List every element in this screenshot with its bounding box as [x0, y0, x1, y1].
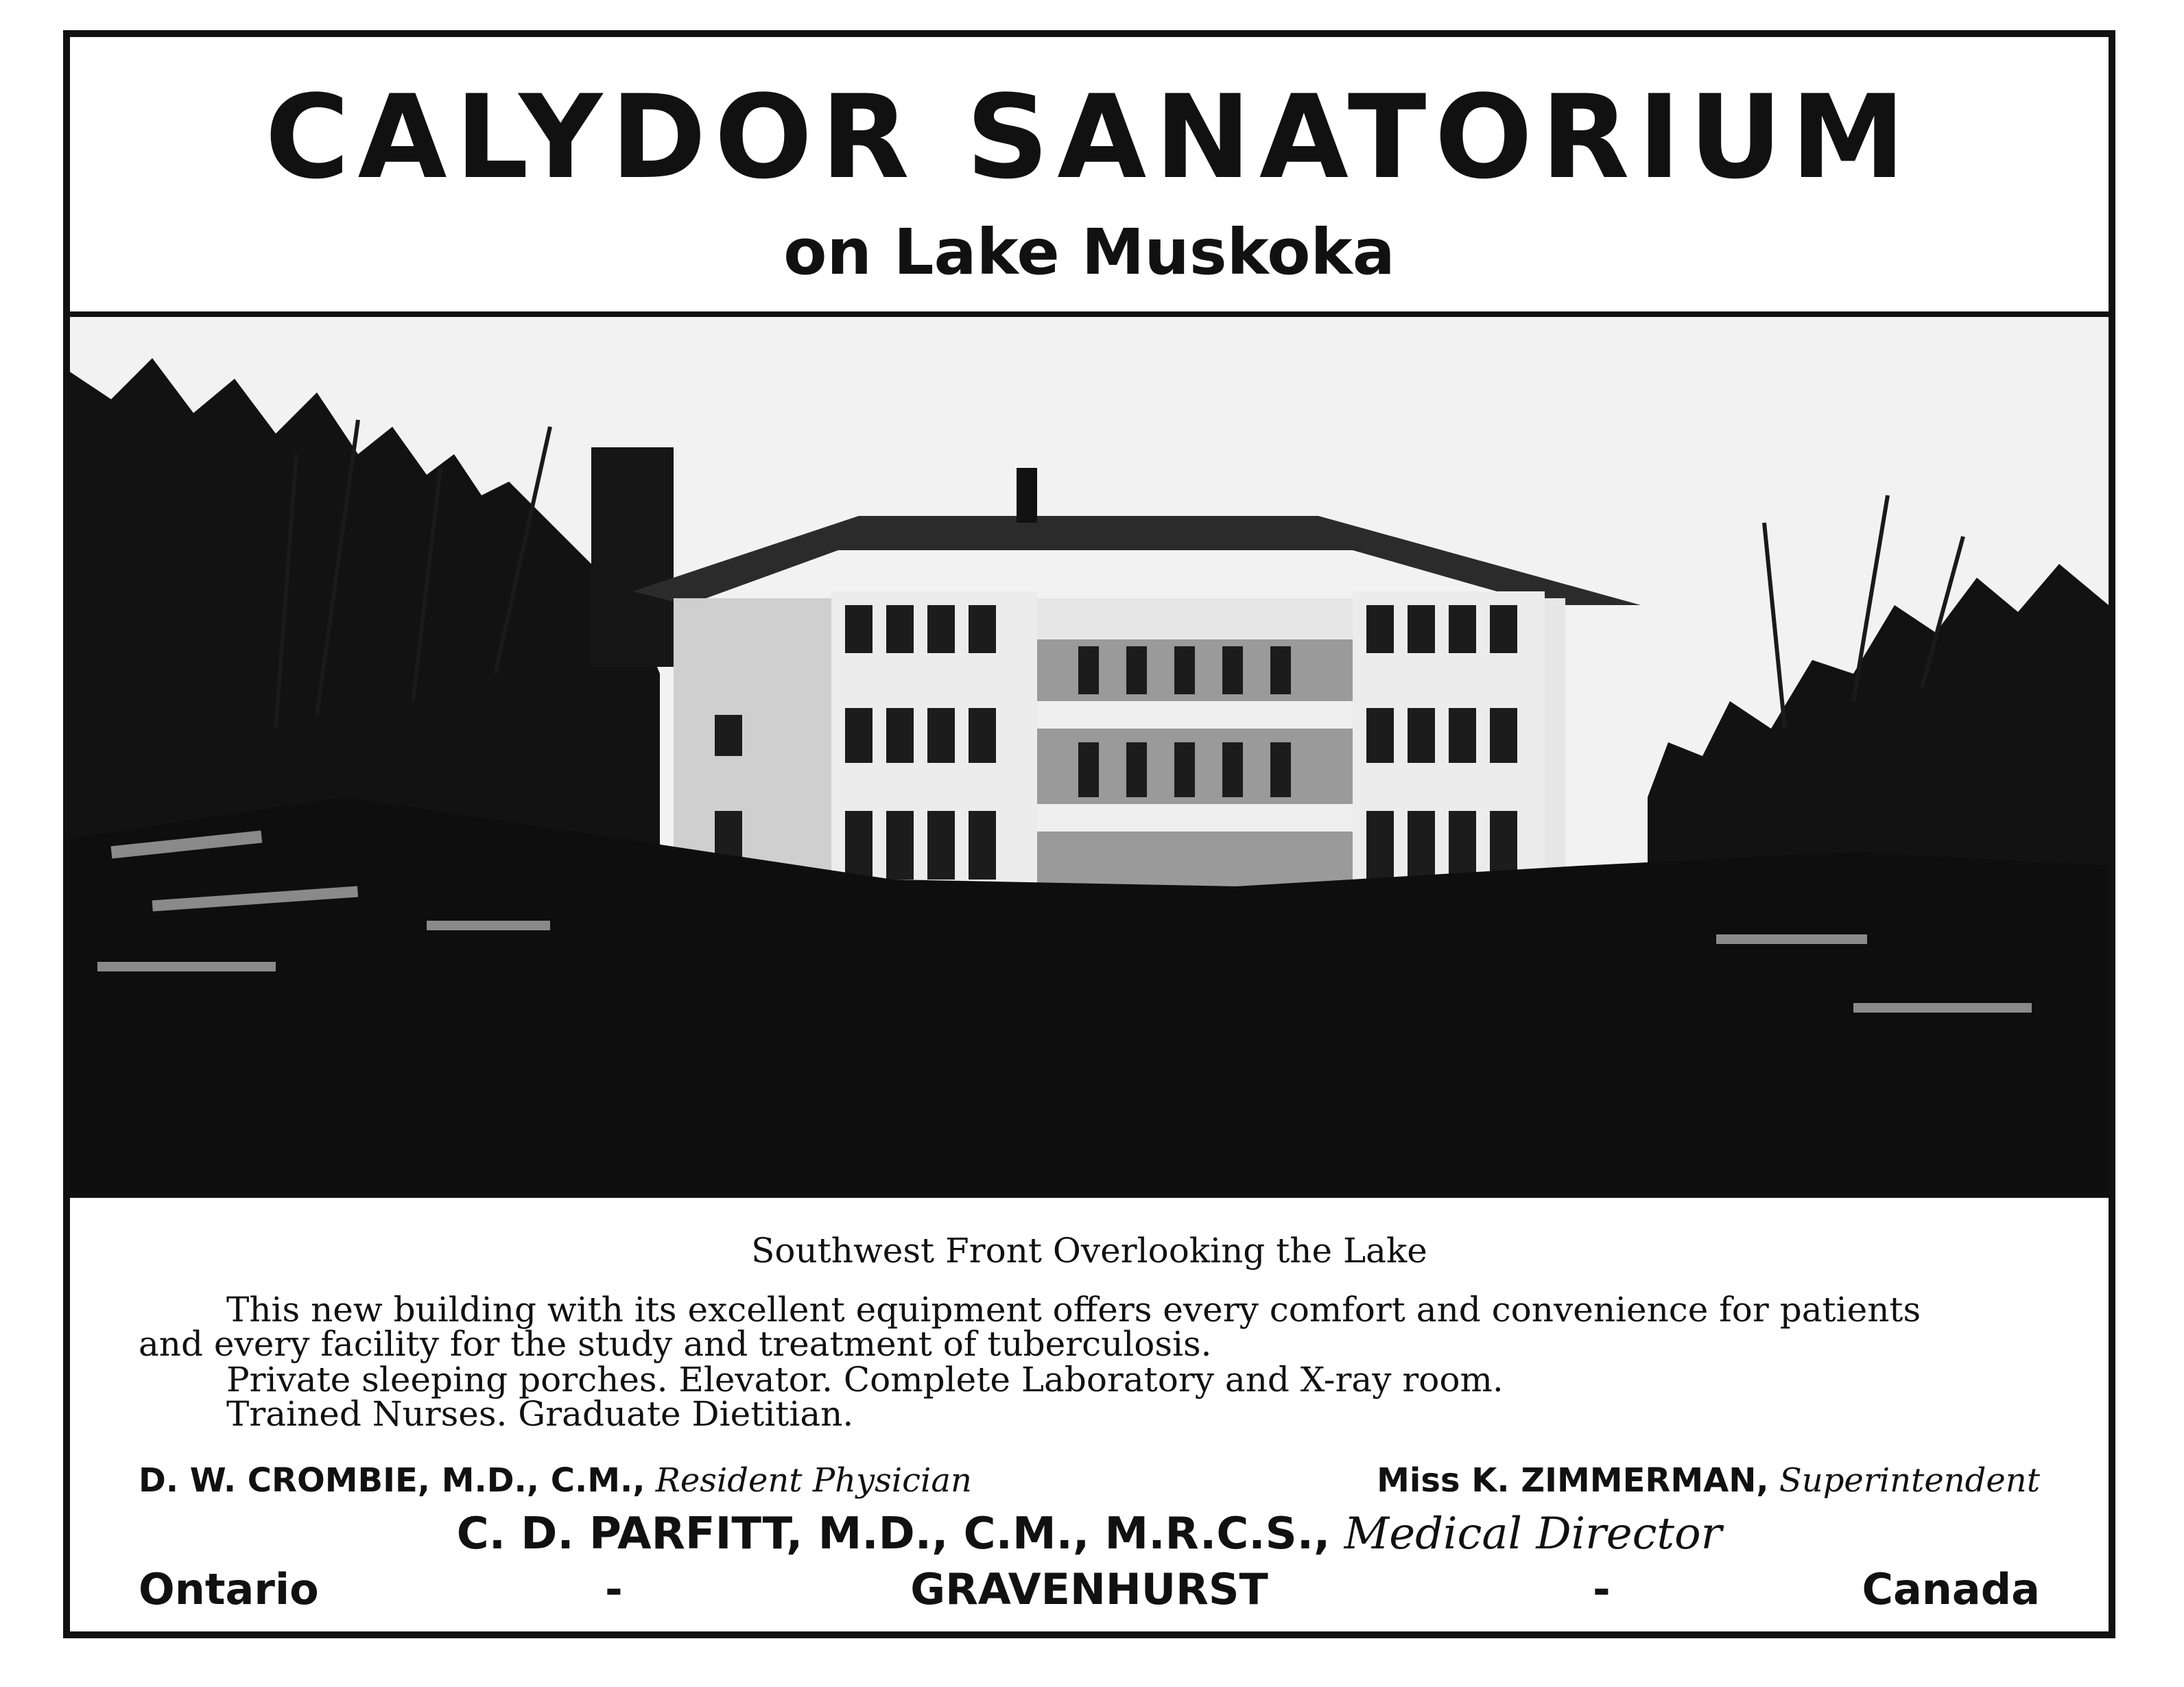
superintendent	[1377, 1461, 2040, 1500]
ad-subtitle: on Lake Muskoka	[783, 215, 1395, 289]
sanatorium-photo	[70, 311, 2109, 1198]
location-town: GRAVENHURST	[910, 1564, 1268, 1614]
resident-physician	[139, 1461, 972, 1500]
director-name: C. D. PARFITT, M.D., C.M., M.R.C.S.,	[456, 1509, 1331, 1559]
physician-title: Resident Physician	[655, 1461, 972, 1500]
description-line-2: and every facility for the study and treatment of tuberculosis.	[139, 1324, 1212, 1364]
superintendent-title: Superintendent	[1779, 1461, 2040, 1500]
location-province: Ontario	[139, 1564, 319, 1614]
location-country: Canada	[1862, 1564, 2040, 1614]
photo-caption: Southwest Front Overlooking the Lake	[751, 1231, 1427, 1271]
advertisement-frame	[63, 30, 2115, 1638]
physician-name: D. W. CROMBIE, M.D., C.M.,	[139, 1461, 645, 1500]
building-illustration	[70, 317, 2109, 1192]
superintendent-name: Miss K. ZIMMERMAN,	[1377, 1461, 1769, 1500]
description-line-4: Trained Nurses. Graduate Dietitian.	[226, 1394, 854, 1434]
location-separator-2: -	[1593, 1564, 1611, 1614]
description-line-3: Private sleeping porches. Elevator. Complete Laboratory and X-ray room.	[226, 1360, 1504, 1400]
ad-title: CALYDOR SANATORIUM	[265, 70, 1914, 204]
medical-director	[70, 1509, 2109, 1559]
description-line-1: This new building with its excellent equipment offers every comfort and convenience for patients	[226, 1290, 1921, 1330]
location-separator-1: -	[605, 1564, 623, 1614]
director-title: Medical Director	[1344, 1509, 1722, 1559]
